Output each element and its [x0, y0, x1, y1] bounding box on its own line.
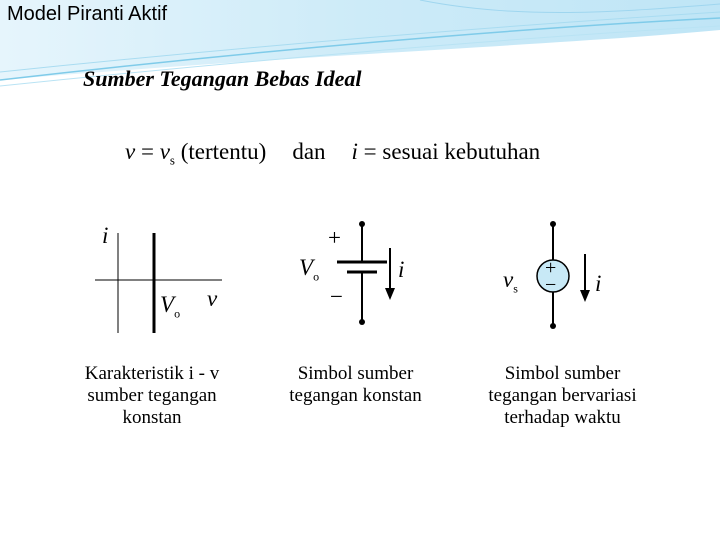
condition-demand: sesuai kebutuhan [382, 139, 541, 164]
slide-title: Model Piranti Aktif [7, 3, 168, 25]
vs-symbol: v [159, 139, 170, 164]
varying-source-caption: Simbol sumber tegangan bervariasi terhadap waktu [488, 363, 637, 428]
constant-source-caption: Simbol sumber tegangan konstan [289, 363, 422, 406]
current-arrow-head [385, 288, 395, 300]
equals-sign-2: = [357, 139, 383, 164]
graph-vo-label: $V_o$ [160, 292, 181, 321]
plus-sign: + [545, 257, 557, 279]
vs-subscript: s [169, 152, 175, 168]
v-symbol: v [125, 139, 136, 164]
graph-y-label: i [102, 223, 109, 248]
minus-sign: − [545, 274, 557, 296]
iv-characteristic-graph [95, 233, 222, 333]
condition-fixed: (tertentu) [174, 139, 267, 164]
plus-sign: + [328, 225, 341, 250]
constant-source-symbol [337, 221, 395, 325]
source-vo-label: $V_o$ [299, 255, 320, 284]
characteristic-caption: Karakteristik i - v sumber tegangan konstan [84, 363, 220, 428]
source-vs-label: $v_s$ [503, 267, 518, 296]
current-label: i [595, 271, 602, 296]
i-symbol: i [351, 139, 358, 164]
current-arrow-head [580, 290, 590, 302]
slide-subtitle: Sumber Tegangan Bebas Ideal [83, 66, 362, 91]
equals-sign: = [135, 139, 160, 164]
bottom-terminal [550, 323, 556, 329]
graph-x-label: v [207, 286, 218, 311]
conjunction: dan [292, 139, 326, 164]
current-label: i [398, 257, 405, 282]
minus-sign: − [330, 284, 343, 309]
bottom-terminal [359, 319, 365, 325]
